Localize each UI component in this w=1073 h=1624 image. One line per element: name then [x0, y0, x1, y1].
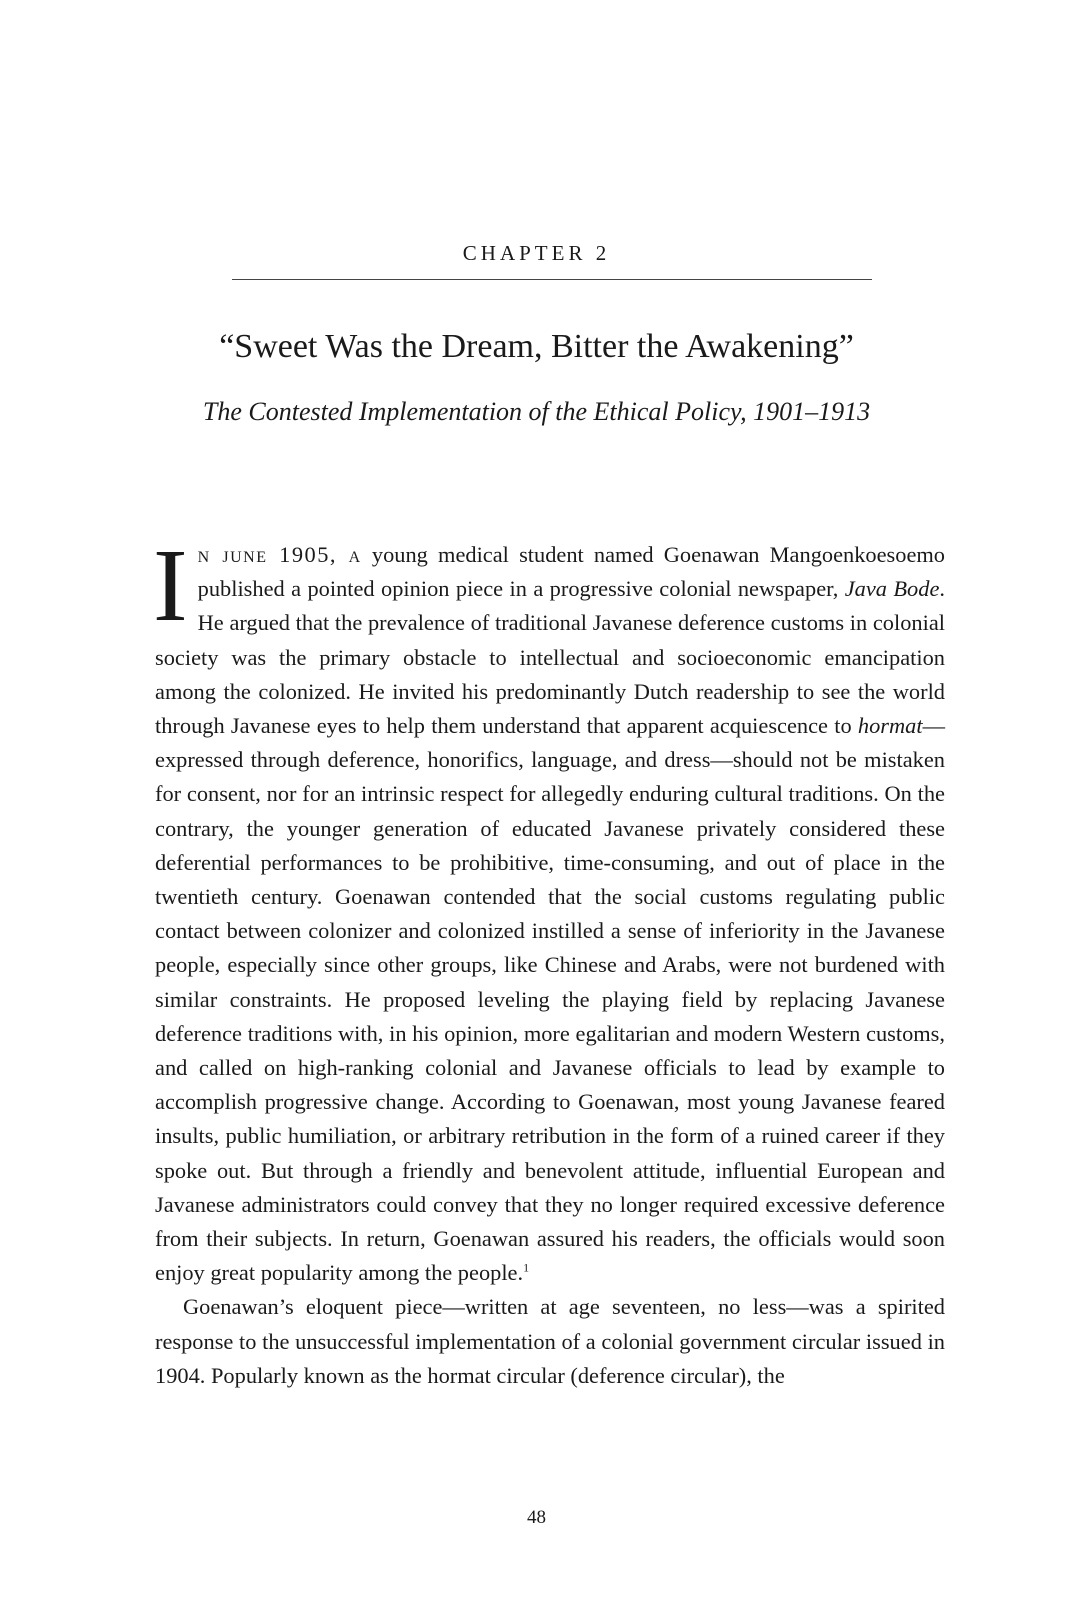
paragraph-1-text-2: . He argued that the prevalence of traditional Javanese deference customs in colonial society was the primary obstacle to intellectual and socioeconomic emancipation among the colonized. He invited his predominantly Dutch readership to see the world through Javanese eyes to help them understand that apparent acquiescence to: [155, 576, 945, 739]
paragraph-1-text-3: —expressed through deference, honorifics, language, and dress—should not be mistaken for consent, nor for an intrinsic respect for allegedly enduring cultural traditions. On the contrary, the younger generation of educated Javanese privately considered these deferential performances to be prohibitive, time-consuming, and out of place in the twentieth century. Goenawan contended that the social customs regulating public contact between colonizer and colonized instilled a sense of inferiority in the Javanese people, especially since other groups, like Chinese and Arabs, were not burdened with similar constraints. He proposed leveling the playing field by replacing Javanese deference traditions with, in his opinion, more egalitarian and modern Western customs, and called on high-ranking colonial and Javanese officials to lead by example to accomplish progressive change. According to Goenawan, most young Javanese feared insults, public humiliation, or arbitrary retribution in the form of a ruined career if they spoke out. But through a friendly and benevolent attitude, influential European and Javanese administrators could convey that they no longer required excessive deference from their subjects. In return, Goenawan assured his readers, the officials would soon enjoy great popularity among the people.: [155, 713, 945, 1286]
paragraph-1-text-1: young medical student named Goenawan Mangoenkoesoemo published a pointed opinion piece in a progressive colonial newspaper,: [197, 542, 946, 602]
chapter-label: CHAPTER 2: [462, 241, 611, 265]
chapter-divider: [232, 279, 872, 280]
lead-in: n june 1905, a: [197, 542, 362, 567]
paragraph-2: Goenawan’s eloquent piece—written at age seventeen, no less—was a spirited response to the unsuccessful implementation of a colonial government circular issued in 1904. Popularly known as the hormat circular (deference circular), the: [155, 1294, 945, 1388]
newspaper-title: Java Bode: [844, 576, 940, 602]
drop-cap: I: [153, 528, 188, 643]
page-number: 48: [527, 1507, 546, 1528]
paragraph-1: [153, 528, 946, 1290]
hormat-term: hormat: [857, 713, 923, 739]
chapter-title: “Sweet Was the Dream, Bitter the Awakening”: [219, 328, 854, 365]
body-text: [153, 528, 946, 1393]
footnote-marker[interactable]: 1: [523, 1260, 530, 1275]
chapter-subtitle: The Contested Implementation of the Ethical Policy, 1901–1913: [202, 397, 871, 426]
